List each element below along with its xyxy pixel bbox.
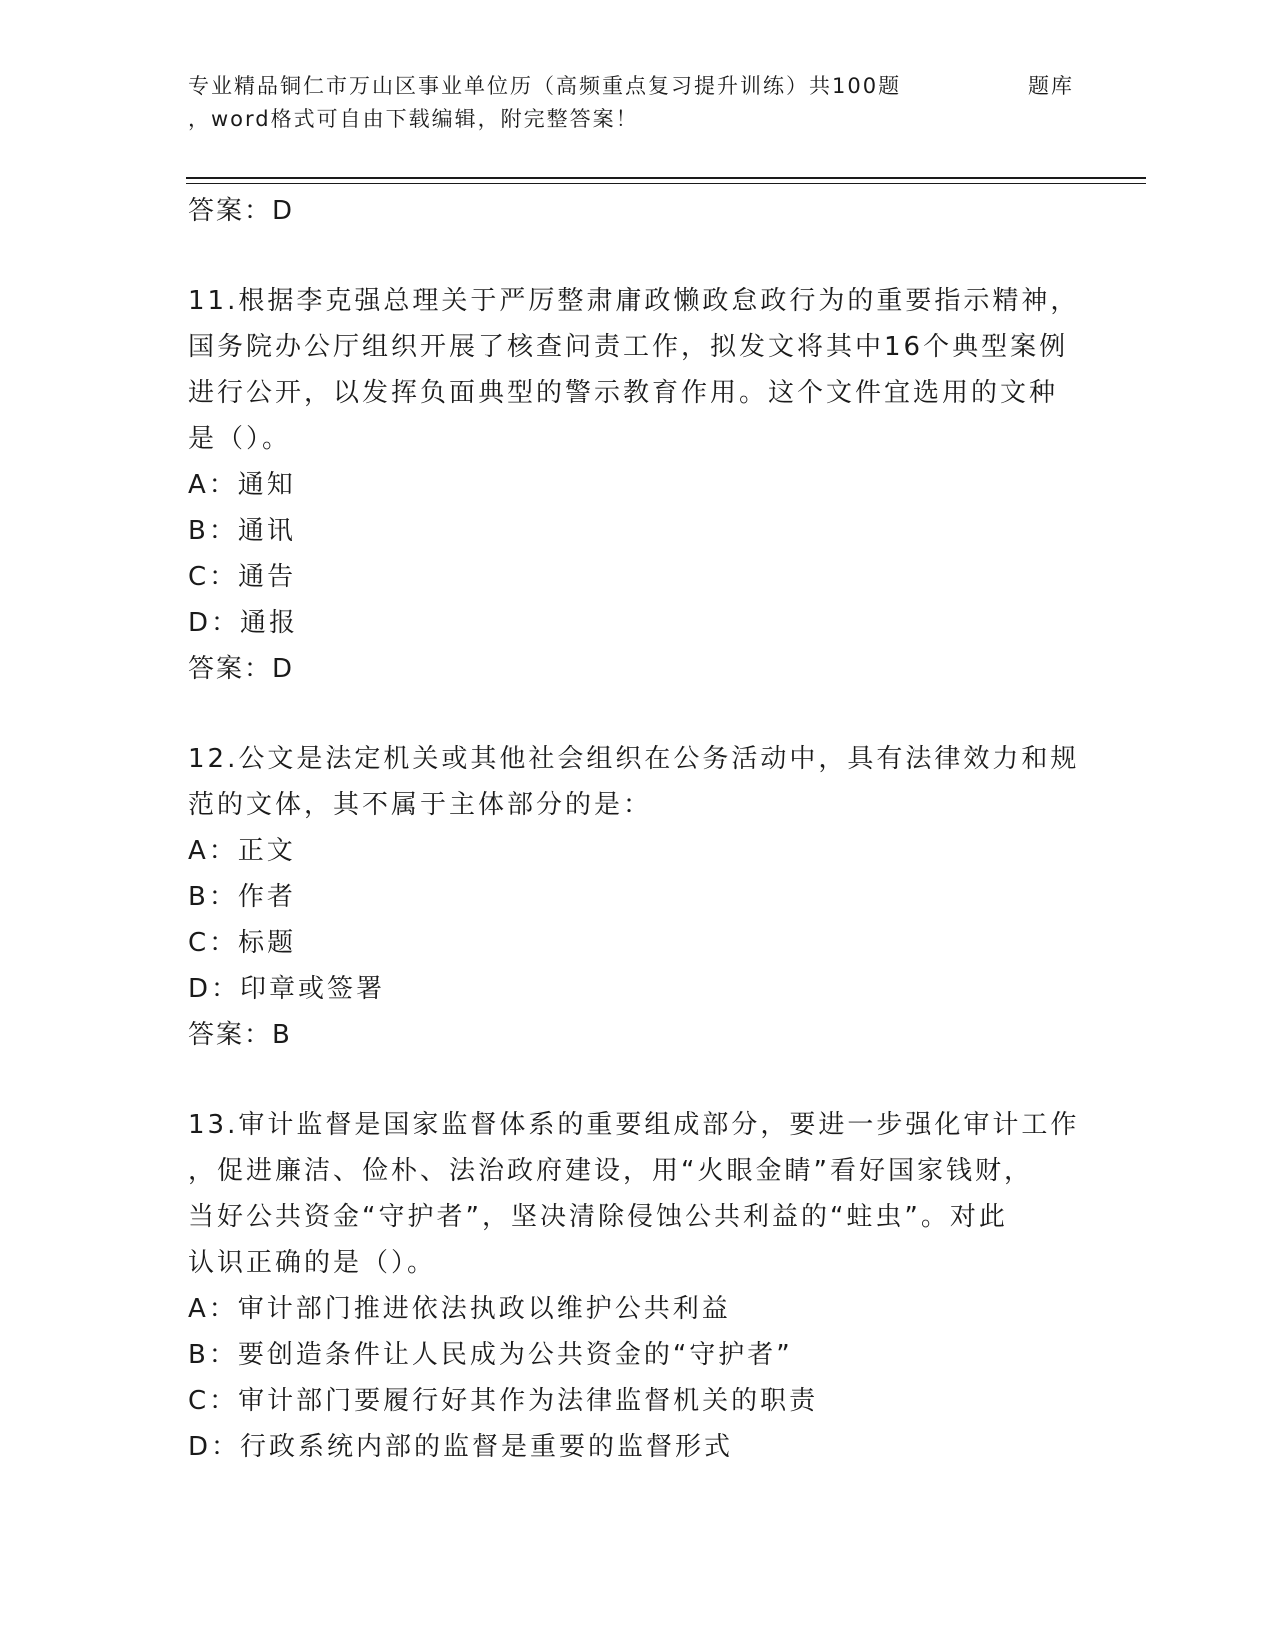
spacer [188,692,1088,736]
answer-label: 答案：D [188,654,295,684]
answer-label: 答案：B [188,1020,292,1050]
option-d: D：印章或签署 [188,974,386,1004]
option-a: A：通知 [188,470,296,500]
question-text-line: 当好公共资金“守护者”，坚决清除侵蚀公共利益的“蛀虫”。对此 [188,1202,1008,1232]
option-c: C：标题 [188,928,297,958]
option-d: D：通报 [188,608,299,638]
question-12 [188,736,1088,1058]
page-header [188,70,1148,136]
header-title-line2: ，word格式可自由下载编辑，附完整答案！ [188,107,639,131]
option-c: C：审计部门要履行好其作为法律监督机关的职责 [188,1386,819,1416]
header-divider-thick [186,177,1146,179]
question-text-line: 11.根据李克强总理关于严厉整肃庸政懒政怠政行为的重要指示精神， [188,286,1080,316]
question-text-line: 12.公文是法定机关或其他社会组织在公务活动中，具有法律效力和规 [188,744,1080,774]
option-b: B：要创造条件让人民成为公共资金的“守护者” [188,1340,793,1370]
question-13 [188,1102,1088,1470]
answer-previous: 答案：D [188,196,295,226]
spacer [188,1058,1088,1102]
question-text-line: 进行公开，以发挥负面典型的警示教育作用。这个文件宜选用的文种 [188,378,1059,408]
question-text-line: 是（）。 [188,424,292,454]
question-text-line: ，促进廉洁、俭朴、法治政府建设，用“火眼金睛”看好国家钱财， [188,1156,1033,1186]
option-c: C：通告 [188,562,297,592]
question-11 [188,278,1088,692]
option-a: A：审计部门推进依法执政以维护公共利益 [188,1294,731,1324]
header-divider-thin [186,183,1146,184]
question-text-line: 13.审计监督是国家监督体系的重要组成部分，要进一步强化审计工作 [188,1110,1080,1140]
option-d: D：行政系统内部的监督是重要的监督形式 [188,1432,734,1462]
option-b: B：作者 [188,882,296,912]
option-a: A：正文 [188,836,296,866]
question-list [188,188,1088,1470]
spacer [188,234,1088,278]
header-label-tiku: 题库 [1028,74,1074,98]
header-title-line1: 专业精品铜仁市万山区事业单位历（高频重点复习提升训练）共100题 [188,74,902,98]
question-text-line: 国务院办公厅组织开展了核查问责工作，拟发文将其中16个典型案例 [188,332,1069,362]
question-text-line: 认识正确的是（）。 [188,1248,437,1278]
option-b: B：通讯 [188,516,296,546]
question-text-line: 范的文体，其不属于主体部分的是： [188,790,653,820]
